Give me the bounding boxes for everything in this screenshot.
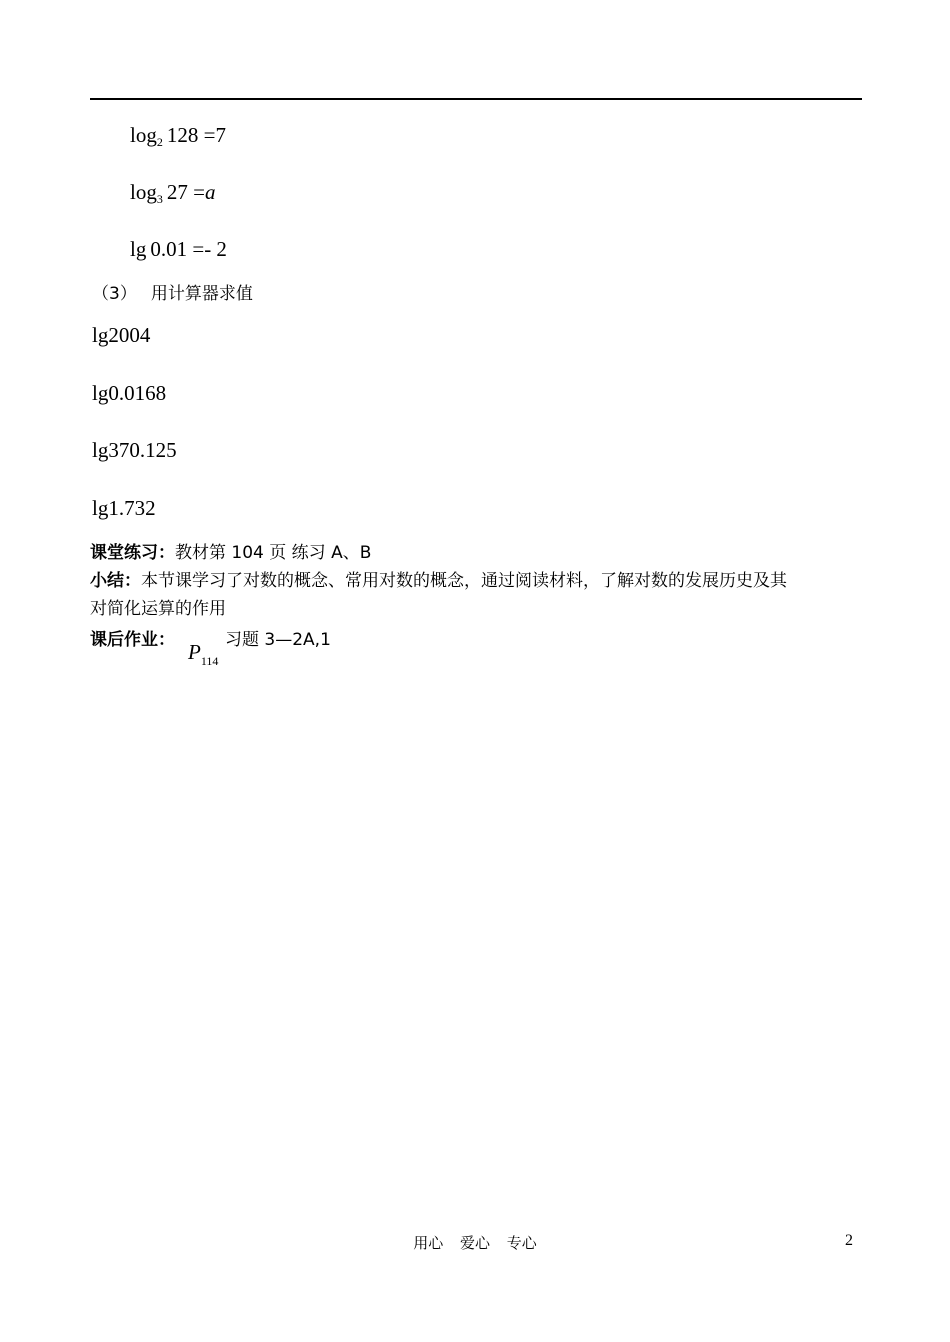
section-3-title: 用计算器求值 (150, 284, 253, 304)
homework-text: 习题 3—2A,1 (225, 630, 331, 650)
summary-line-2: 对简化运算的作用 (90, 599, 226, 619)
calc-item-lg-1.732: lg1.732 (92, 496, 156, 520)
calc-item-lg-2004: lg2004 (92, 323, 151, 347)
calc-item-lg-0.0168: lg0.0168 (92, 381, 167, 405)
section-3-number: （3） (92, 284, 137, 304)
summary-text-1: 本节课学习了对数的概念、常用对数的概念，通过阅读材料，了解对数的发展历史及其 (141, 571, 787, 591)
summary-line-1 (90, 569, 787, 593)
calc-item-lg-370.125: lg370.125 (92, 438, 177, 462)
classroom-practice-text: 教材第 104 页 练习 A、B (175, 543, 372, 563)
equation-log2-128: $\log_2 128 =7$ (130, 123, 226, 149)
equation-lg-0.01: lg 0.01 =- 2 (130, 237, 227, 261)
equation-log3-27: $\log_3 27 =a$ (130, 180, 216, 206)
homework-label: 课后作业： (90, 630, 175, 650)
page-number: 2 (845, 1232, 853, 1249)
header-rule (90, 98, 862, 100)
homework-page-ref: $P_{114}$ (188, 640, 219, 668)
section-3-heading (92, 282, 253, 306)
summary-label: 小结： (90, 571, 141, 591)
classroom-practice-label: 课堂练习： (90, 543, 175, 563)
footer-motto: 用心 爱心 专心 (413, 1234, 537, 1252)
classroom-practice (90, 541, 371, 565)
